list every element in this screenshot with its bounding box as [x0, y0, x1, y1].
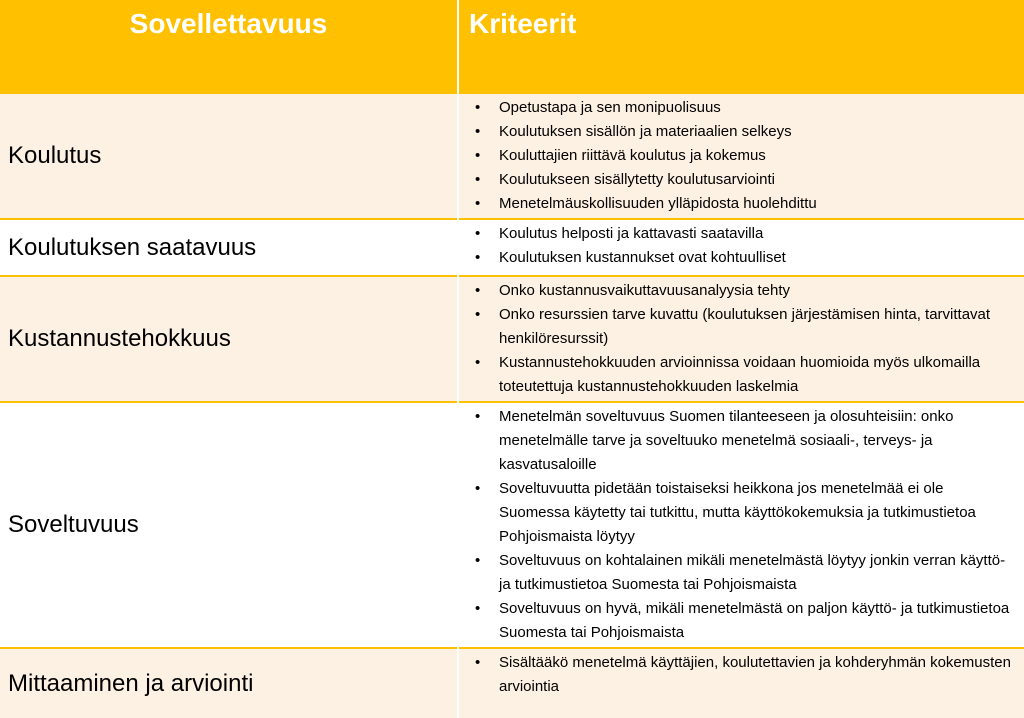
- row-criteria: [458, 93, 1024, 219]
- row-label: Soveltuvuus: [0, 402, 458, 648]
- bullet-icon: •: [475, 147, 481, 164]
- row-label: Koulutuksen saatavuus: [0, 219, 458, 276]
- criteria-list: [467, 405, 1016, 645]
- bullet-icon: •: [475, 354, 481, 371]
- list-item: • Menetelmäuskollisuuden ylläpidosta huolehdittu: [499, 192, 1016, 216]
- criteria-list: [467, 222, 1016, 270]
- header-criteria: Kriteerit: [458, 0, 1024, 93]
- list-item: • Onko resurssien tarve kuvattu (koulutuksen järjestämisen hinta, tarvittavat henkilöresurssit): [499, 303, 1016, 351]
- bullet-icon: •: [475, 552, 481, 569]
- bullet-icon: •: [475, 171, 481, 188]
- list-item: • Menetelmän soveltuvuus Suomen tilanteeseen ja olosuhteisiin: onko menetelmälle tarve ja soveltuuko menetelmä sosiaali-, terveys- ja kasvatusaloille: [499, 405, 1016, 477]
- bullet-icon: •: [475, 282, 481, 299]
- bullet-icon: •: [475, 225, 481, 242]
- criteria-list: [467, 651, 1016, 699]
- table-header: [0, 0, 1024, 93]
- row-label: Kustannustehokkuus: [0, 276, 458, 402]
- table-row: [0, 648, 1024, 718]
- row-criteria: [458, 219, 1024, 276]
- row-criteria: [458, 276, 1024, 402]
- table-row: [0, 219, 1024, 276]
- bullet-icon: •: [475, 306, 481, 323]
- bullet-icon: •: [475, 480, 481, 497]
- bullet-icon: •: [475, 195, 481, 212]
- list-item: • Soveltuvuus on kohtalainen mikäli menetelmästä löytyy jonkin verran käyttö- ja tutkimustietoa Suomesta tai Pohjoismaista: [499, 549, 1016, 597]
- list-item: • Sisältääkö menetelmä käyttäjien, koulutettavien ja kohderyhmän kokemusten arviointia: [499, 651, 1016, 699]
- list-item: • Soveltuvuutta pidetään toistaiseksi heikkona jos menetelmää ei ole Suomessa käytetty tai tutkittu, mutta käyttökokemuksia ja tutkimustietoa Pohjoismaista löytyy: [499, 477, 1016, 549]
- criteria-list: [467, 96, 1016, 216]
- row-label: Mittaaminen ja arviointi: [0, 648, 458, 718]
- bullet-icon: •: [475, 654, 481, 671]
- list-item: • Koulutus helposti ja kattavasti saatavilla: [499, 222, 1016, 246]
- bullet-icon: •: [475, 408, 481, 425]
- list-item: • Koulutuksen kustannukset ovat kohtuulliset: [499, 246, 1016, 270]
- list-item: • Opetustapa ja sen monipuolisuus: [499, 96, 1016, 120]
- list-item: • Koulutukseen sisällytetty koulutusarviointi: [499, 168, 1016, 192]
- row-label: Koulutus: [0, 93, 458, 219]
- row-criteria: [458, 648, 1024, 718]
- table-row: [0, 93, 1024, 219]
- bullet-icon: •: [475, 99, 481, 116]
- list-item: • Onko kustannusvaikuttavuusanalyysia tehty: [499, 279, 1016, 303]
- list-item: • Soveltuvuus on hyvä, mikäli menetelmästä on paljon käyttö- ja tutkimustietoa Suomesta tai Pohjoismaista: [499, 597, 1016, 645]
- bullet-icon: •: [475, 600, 481, 617]
- list-item: • Koulutuksen sisällön ja materiaalien selkeys: [499, 120, 1016, 144]
- row-criteria: [458, 402, 1024, 648]
- table-row: [0, 402, 1024, 648]
- header-applicability: Sovellettavuus: [0, 0, 458, 93]
- list-item: • Kouluttajien riittävä koulutus ja kokemus: [499, 144, 1016, 168]
- list-item: • Kustannustehokkuuden arvioinnissa voidaan huomioida myös ulkomailla toteutettuja kustannustehokkuuden laskelmia: [499, 351, 1016, 399]
- bullet-icon: •: [475, 249, 481, 266]
- table-row: [0, 276, 1024, 402]
- bullet-icon: •: [475, 123, 481, 140]
- criteria-list: [467, 279, 1016, 399]
